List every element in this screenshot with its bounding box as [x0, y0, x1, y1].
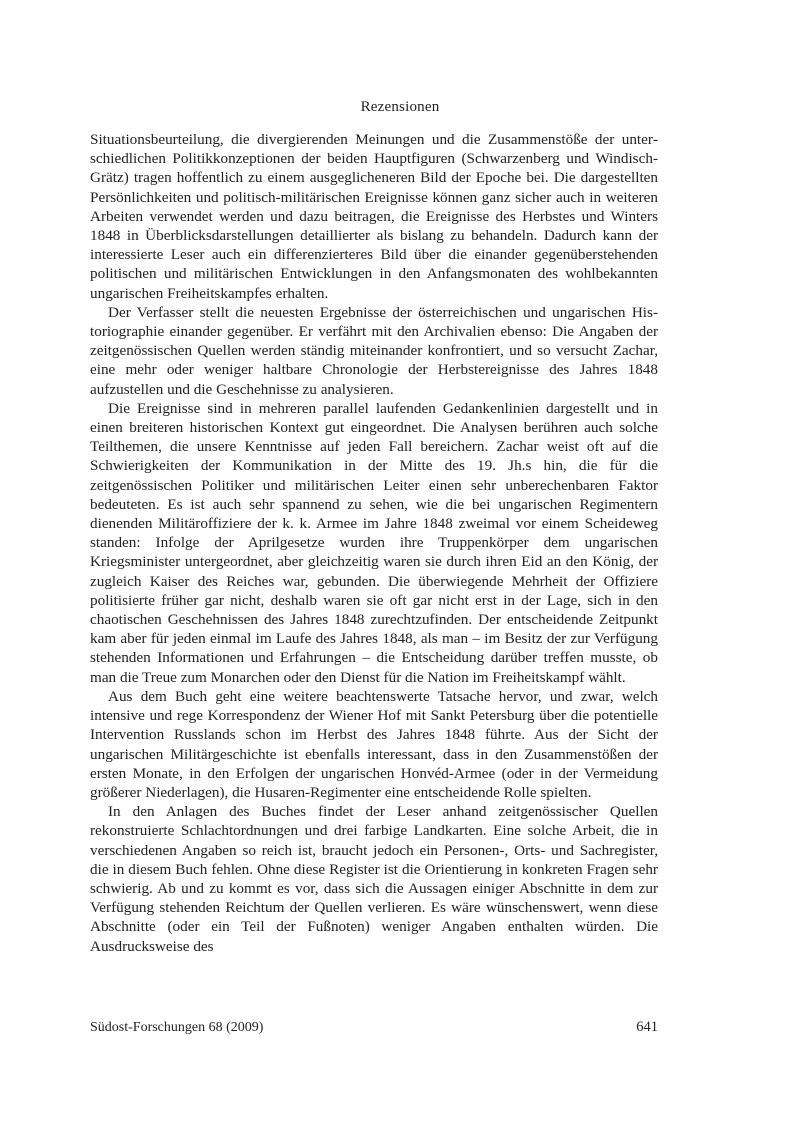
paragraph: Der Verfasser stellt die neuesten Ergebnisse der österreichischen und ungarischen Historiographie einander gegenüber. Er verfährt mit den Archivalien ebenso: Die Angaben der zeitgenössischen Quellen werden ständig miteinander konfrontiert, und so versucht Zachar, eine mehr oder weniger haltbare Chronologie der Herbstereignisse des Jahres 1848 aufzustellen und die Geschehnisse zu analysieren. — [90, 303, 658, 398]
paragraph: Die Ereignisse sind in mehreren parallel laufenden Gedankenlinien dargestellt und in einen breiteren historischen Kontext gut eingeordnet. Die Analysen berühren auch solche Teilthemen, die unsere Kenntnisse auf jeden Fall bereichern. Zachar weist oft auf die Schwierigkeiten der Kommunikation in der Mitte des 19. Jh.s hin, die für die zeitgenössischen Politiker und militärischen Leiter einen sehr unberechenbaren Faktor bedeuteten. Es ist auch sehr spannend zu sehen, wie die bei ungarischen Regimentern dienenden Militäroffiziere der k. k. Armee im Jahre 1848 zweimal vor einem Scheideweg standen: Infolge der Aprilgesetze wurden ihre Truppenkörper dem ungarischen Kriegsminister untergeordnet, aber gleichzeitig waren sie durch ihren Eid an den König, der zugleich Kaiser des Reiches war, gebunden. Die überwiegende Mehrheit der Offiziere politisierte früher gar nicht, deshalb waren sie oft gar nicht erst in der Lage, sich in den chaotischen Geschehnissen des Jahres 1848 zurechtzufinden. Der entscheidende Zeitpunkt kam aber für jeden einmal im Laufe des Jahres 1848, als man – im Besitz der zur Verfügung stehenden Informationen und Erfahrungen – die Entscheidung darüber treffen musste, ob man die Treue zum Monarchen oder den Dienst für die Nation im Freiheitskampf wählt. — [90, 399, 658, 686]
paragraph: Aus dem Buch geht eine weitere beachtenswerte Tatsache hervor, und zwar, welch intensive und rege Korrespondenz der Wiener Hof mit Sankt Petersburg über die potentielle Intervention Russlands schon im Herbst des Jahres 1848 führte. Aus der Sicht der ungarischen Militärgeschichte ist ebenfalls interessant, dass in den Zusammenstößen der ersten Monate, in den Erfolgen der ungarischen Honvéd-Armee (oder in der Vermeidung größerer Niederlagen), die Husaren-Regimenter eine entscheidende Rolle spielten. — [90, 687, 658, 801]
page-number: 641 — [636, 1019, 658, 1035]
paragraph: Situationsbeurteilung, die divergierenden Meinungen und die Zusammenstöße der unterschiedlichen Politikkonzeptionen der beiden Hauptfiguren (Schwarzenberg und WindischGrätz) tragen hoffentlich zu einem ausgeglicheneren Bild der Epoche bei. Die dargestellten Persönlichkeiten und politisch-militärischen Ereignisse können ganz sicher auch in weiteren Arbeiten verwendet werden und dazu beitragen, die Ereignisse des Herbstes und Winters 1848 in Überblicksdarstellungen detaillierter als bislang zu behandeln. Dadurch kann der interessierte Leser auch ein differenzierteres Bild über die einander gegenüberstehenden politischen und militärischen Entwicklungen in den Anfangsmonaten des wohlbekannten ungarischen Freiheitskampfes erhalten. — [90, 131, 658, 302]
running-head: Rezensionen — [360, 99, 440, 115]
paragraph: In den Anlagen des Buches findet der Leser anhand zeitgenössischer Quellen rekonstruierte Schlachtordnungen und drei farbige Landkarten. Eine solche Arbeit, die in verschiedenen Angaben so reich ist, braucht jedoch ein Personen-, Orts- und Sachregister, die in diesem Buch fehlen. Ohne diese Register ist die Orientierung in konkreten Fragen sehr schwierig. Ab und zu kommt es vor, dass sich die Aussagen einiger Abschnitte in dem zur Verfügung stehenden Reichtum der Quellen verlieren. Es wäre wünschenswert, wenn diese Abschnitte (oder ein Teil der Fußnoten) weniger Angaben enthalten würden. Die Ausdrucksweise des — [90, 803, 658, 955]
body-text — [90, 130, 658, 956]
journal-citation: Südost-Forschungen 68 (2009) — [90, 1020, 264, 1035]
